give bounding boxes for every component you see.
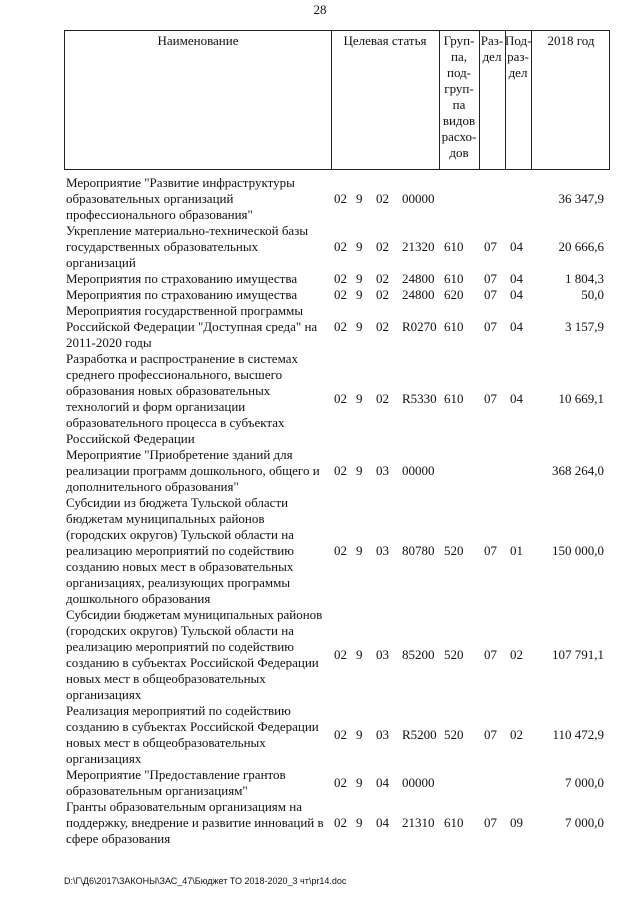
subsection-code: 04 — [510, 271, 523, 286]
header-line: па, — [451, 49, 467, 64]
table-row — [66, 287, 610, 303]
subsection-code: 09 — [510, 815, 523, 830]
table-row — [66, 703, 610, 767]
section-code: 07 — [484, 287, 497, 302]
row-name: Мероприятие "Приобретение зданий для реализации программ дошкольного, общего и дополнительного образования" — [66, 447, 320, 494]
header-line: Под- — [505, 33, 532, 48]
code-program: 02 — [334, 463, 347, 478]
code-main-event: 03 — [376, 727, 389, 742]
table-row — [66, 607, 610, 703]
code-direction: R5330 — [402, 391, 437, 406]
row-name: Реализация мероприятий по содействию созданию в субъектах Российской Федерации новых мест в общеобразовательных организациях — [66, 703, 319, 766]
amount: 107 791,1 — [552, 647, 604, 662]
amount: 20 666,6 — [558, 239, 604, 254]
code-subprogram: 9 — [356, 543, 363, 558]
subsection-code: 02 — [510, 727, 523, 742]
code-program: 02 — [334, 287, 347, 302]
code-direction: 85200 — [402, 647, 435, 662]
section-code: 07 — [484, 239, 497, 254]
code-subprogram: 9 — [356, 271, 363, 286]
code-direction: 00000 — [402, 191, 435, 206]
table-row — [66, 223, 610, 271]
code-program: 02 — [334, 271, 347, 286]
amount: 1 804,3 — [565, 271, 604, 286]
header-line: видов — [442, 113, 476, 128]
subsection-code: 04 — [510, 319, 523, 334]
header-line: Раз- — [480, 33, 504, 48]
expense-group: 520 — [444, 647, 464, 662]
subsection-code: 04 — [510, 239, 523, 254]
table-row — [66, 495, 610, 607]
header-name: Наименование — [157, 33, 239, 48]
section-code: 07 — [484, 391, 497, 406]
header-line: дов — [449, 145, 469, 160]
code-main-event: 02 — [376, 191, 389, 206]
table-row — [66, 351, 610, 447]
header-line: Груп- — [443, 33, 475, 48]
code-subprogram: 9 — [356, 319, 363, 334]
amount: 7 000,0 — [565, 815, 604, 830]
expense-group: 610 — [444, 391, 464, 406]
table-row — [66, 271, 610, 287]
code-direction: 80780 — [402, 543, 435, 558]
row-name: Мероприятия государственной программы Российской Федерации "Доступная среда" на 2011-2020 годы — [66, 303, 318, 350]
table-body — [66, 175, 610, 847]
code-main-event: 02 — [376, 271, 389, 286]
code-direction: 24800 — [402, 271, 435, 286]
subsection-code: 01 — [510, 543, 523, 558]
amount: 110 472,9 — [552, 727, 604, 742]
code-program: 02 — [334, 239, 347, 254]
section-code: 07 — [484, 319, 497, 334]
section-code: 07 — [484, 647, 497, 662]
code-program: 02 — [334, 775, 347, 790]
header-line: дел — [508, 65, 528, 80]
code-main-event: 02 — [376, 319, 389, 334]
header-line: под- — [446, 65, 472, 80]
row-name: Мероприятия по страхованию имущества — [66, 287, 298, 302]
header-line: расхо- — [441, 129, 477, 144]
header-line: дел — [482, 49, 502, 64]
table-row — [66, 447, 610, 495]
expense-group: 620 — [444, 287, 464, 302]
expense-group: 520 — [444, 543, 464, 558]
code-direction: 24800 — [402, 287, 435, 302]
column-divider — [331, 31, 332, 169]
header-line: раз- — [507, 49, 529, 64]
code-program: 02 — [334, 319, 347, 334]
code-direction: R0270 — [402, 319, 437, 334]
row-name: Укрепление материально-технической базы государственных образовательных организаций — [66, 223, 309, 270]
code-program: 02 — [334, 727, 347, 742]
expense-group: 610 — [444, 815, 464, 830]
header-line: па — [452, 97, 466, 112]
code-main-event: 03 — [376, 463, 389, 478]
code-direction: 21310 — [402, 815, 435, 830]
section-code: 07 — [484, 543, 497, 558]
file-path-footer: D:\Г\Д6\2017\ЗАКОНЫ\ЗАС_47\Бюджет ТО 2018-2020_3 чт\pr14.doc — [64, 876, 347, 886]
expense-group: 610 — [444, 239, 464, 254]
code-program: 02 — [334, 191, 347, 206]
row-name: Мероприятие "Развитие инфраструктуры образовательных организаций профессионального образования" — [66, 175, 295, 222]
amount: 150 000,0 — [552, 543, 604, 558]
code-main-event: 03 — [376, 647, 389, 662]
amount: 10 669,1 — [558, 391, 604, 406]
amount: 368 264,0 — [552, 463, 604, 478]
header-group — [439, 33, 479, 161]
code-direction: 21320 — [402, 239, 435, 254]
table-row — [66, 799, 610, 847]
section-code: 07 — [484, 271, 497, 286]
code-subprogram: 9 — [356, 391, 363, 406]
subsection-code: 04 — [510, 287, 523, 302]
header-section — [479, 33, 505, 65]
amount: 50,0 — [581, 287, 604, 302]
header-year: 2018 год — [547, 33, 595, 48]
subsection-code: 02 — [510, 647, 523, 662]
code-program: 02 — [334, 543, 347, 558]
header-subsection — [505, 33, 531, 81]
code-main-event: 04 — [376, 775, 389, 790]
page-number: 28 — [313, 2, 327, 17]
code-main-event: 02 — [376, 391, 389, 406]
amount: 7 000,0 — [565, 775, 604, 790]
section-code: 07 — [484, 727, 497, 742]
table-row — [66, 175, 610, 223]
row-name: Мероприятия по страхованию имущества — [66, 271, 298, 286]
code-direction: 00000 — [402, 775, 435, 790]
code-subprogram: 9 — [356, 727, 363, 742]
section-code: 07 — [484, 815, 497, 830]
expense-group: 610 — [444, 319, 464, 334]
row-name: Гранты образовательным организациям на поддержку, внедрение и развитие инноваций в сфере образования — [66, 799, 324, 846]
code-subprogram: 9 — [356, 191, 363, 206]
row-name: Субсидии бюджетам муниципальных районов (городских округов) Тульской области на реализацию мероприятий по содействию созданию в субъектах Российской Федерации новых мест в общеобразовательных организациях — [66, 607, 323, 702]
table-header — [64, 30, 610, 170]
header-target: Целевая статья — [343, 33, 427, 48]
expense-group: 610 — [444, 271, 464, 286]
code-subprogram: 9 — [356, 239, 363, 254]
header-line: груп- — [444, 81, 474, 96]
code-main-event: 02 — [376, 287, 389, 302]
code-program: 02 — [334, 815, 347, 830]
code-direction: R5200 — [402, 727, 437, 742]
amount: 36 347,9 — [558, 191, 604, 206]
table-row — [66, 767, 610, 799]
code-subprogram: 9 — [356, 815, 363, 830]
row-name: Субсидии из бюджета Тульской области бюджетам муниципальных районов (городских округов) Тульской области на реализацию мероприятий по содействию созданию новых мест в образовательных организациях, реализующих программы дошкольного образования — [66, 495, 294, 606]
code-subprogram: 9 — [356, 287, 363, 302]
expense-group: 520 — [444, 727, 464, 742]
code-main-event: 03 — [376, 543, 389, 558]
code-direction: 00000 — [402, 463, 435, 478]
table-row — [66, 303, 610, 351]
code-main-event: 04 — [376, 815, 389, 830]
code-subprogram: 9 — [356, 775, 363, 790]
amount: 3 157,9 — [565, 319, 604, 334]
code-program: 02 — [334, 647, 347, 662]
code-program: 02 — [334, 391, 347, 406]
code-main-event: 02 — [376, 239, 389, 254]
subsection-code: 04 — [510, 391, 523, 406]
row-name: Мероприятие "Предоставление грантов образовательным организациям" — [66, 767, 286, 798]
column-divider — [531, 31, 532, 169]
row-name: Разработка и распространение в системах среднего профессионального, высшего образования новых образовательных технологий и форм организации образовательного процесса в субъектах Российской Федерации — [66, 351, 298, 446]
code-subprogram: 9 — [356, 647, 363, 662]
code-subprogram: 9 — [356, 463, 363, 478]
